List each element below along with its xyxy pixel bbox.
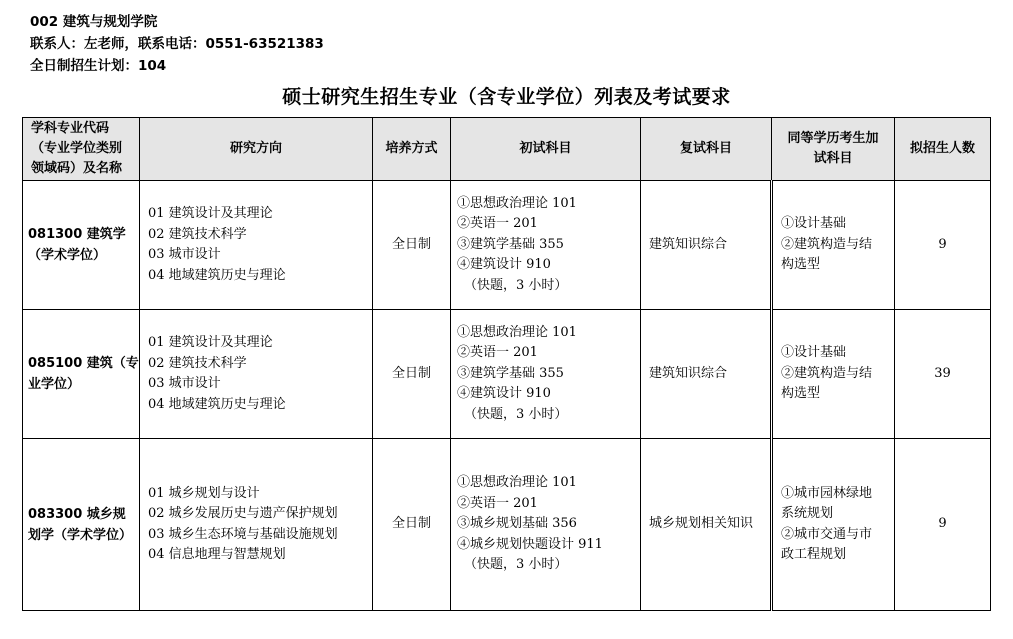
college-line: 002 建筑与规划学院 <box>30 14 158 30</box>
extra-exam-cell: ①设计基础 ②建筑构造与结 构选型 <box>772 310 895 439</box>
header-equivalent-extra-exam: 同等学历考生加 试科目 <box>772 118 895 181</box>
header-initial-exam: 初试科目 <box>451 118 641 181</box>
major-name-cell: 081300 建筑学 （学术学位） <box>23 181 140 310</box>
table-row <box>23 181 991 310</box>
header-planned-quota: 拟招生人数 <box>895 118 991 181</box>
research-directions-cell: 01 城乡规划与设计 02 城乡发展历史与遗产保护规划 03 城乡生态环境与基础设施规划 04 信息地理与智慧规划 <box>140 439 373 611</box>
retest-cell: 城乡规划相关知识 <box>641 439 772 611</box>
header-research-direction: 研究方向 <box>140 118 373 181</box>
header-study-mode: 培养方式 <box>373 118 451 181</box>
header-retest: 复试科目 <box>641 118 772 181</box>
extra-exam-cell: ①城市园林绿地 系统规划 ②城市交通与市 政工程规划 <box>772 439 895 611</box>
quota-cell: 9 <box>895 181 991 310</box>
major-name-cell: 083300 城乡规 划学（学术学位） <box>23 439 140 611</box>
major-name-cell: 085100 建筑（专 业学位） <box>23 310 140 439</box>
initial-exam-cell: ①思想政治理论 101 ②英语一 201 ③城乡规划基础 356 ④城乡规划快题设计 911 （快题，3 小时） <box>451 439 641 611</box>
table-row <box>23 310 991 439</box>
research-directions-cell: 01 建筑设计及其理论 02 建筑技术科学 03 城市设计 04 地域建筑历史与理论 <box>140 310 373 439</box>
retest-cell: 建筑知识综合 <box>641 310 772 439</box>
table-header-row <box>23 118 991 181</box>
retest-cell: 建筑知识综合 <box>641 181 772 310</box>
quota-cell: 39 <box>895 310 991 439</box>
initial-exam-cell: ①思想政治理论 101 ②英语一 201 ③建筑学基础 355 ④建筑设计 910 （快题，3 小时） <box>451 310 641 439</box>
table-row <box>23 439 991 611</box>
study-mode-cell: 全日制 <box>373 310 451 439</box>
quota-cell: 9 <box>895 439 991 611</box>
study-mode-cell: 全日制 <box>373 181 451 310</box>
enrollment-plan-line: 全日制招生计划：104 <box>30 58 167 74</box>
initial-exam-cell: ①思想政治理论 101 ②英语一 201 ③建筑学基础 355 ④建筑设计 910 （快题，3 小时） <box>451 181 641 310</box>
document-title: 硕士研究生招生专业（含专业学位）列表及考试要求 <box>282 86 731 108</box>
study-mode-cell: 全日制 <box>373 439 451 611</box>
program-table <box>22 117 991 611</box>
contact-line: 联系人：左老师，联系电话：0551-63521383 <box>30 36 324 52</box>
header-major-code-name: 学科专业代码 （专业学位类别 领域码）及名称 <box>23 118 140 181</box>
extra-exam-cell: ①设计基础 ②建筑构造与结 构选型 <box>772 181 895 310</box>
research-directions-cell: 01 建筑设计及其理论 02 建筑技术科学 03 城市设计 04 地域建筑历史与理论 <box>140 181 373 310</box>
